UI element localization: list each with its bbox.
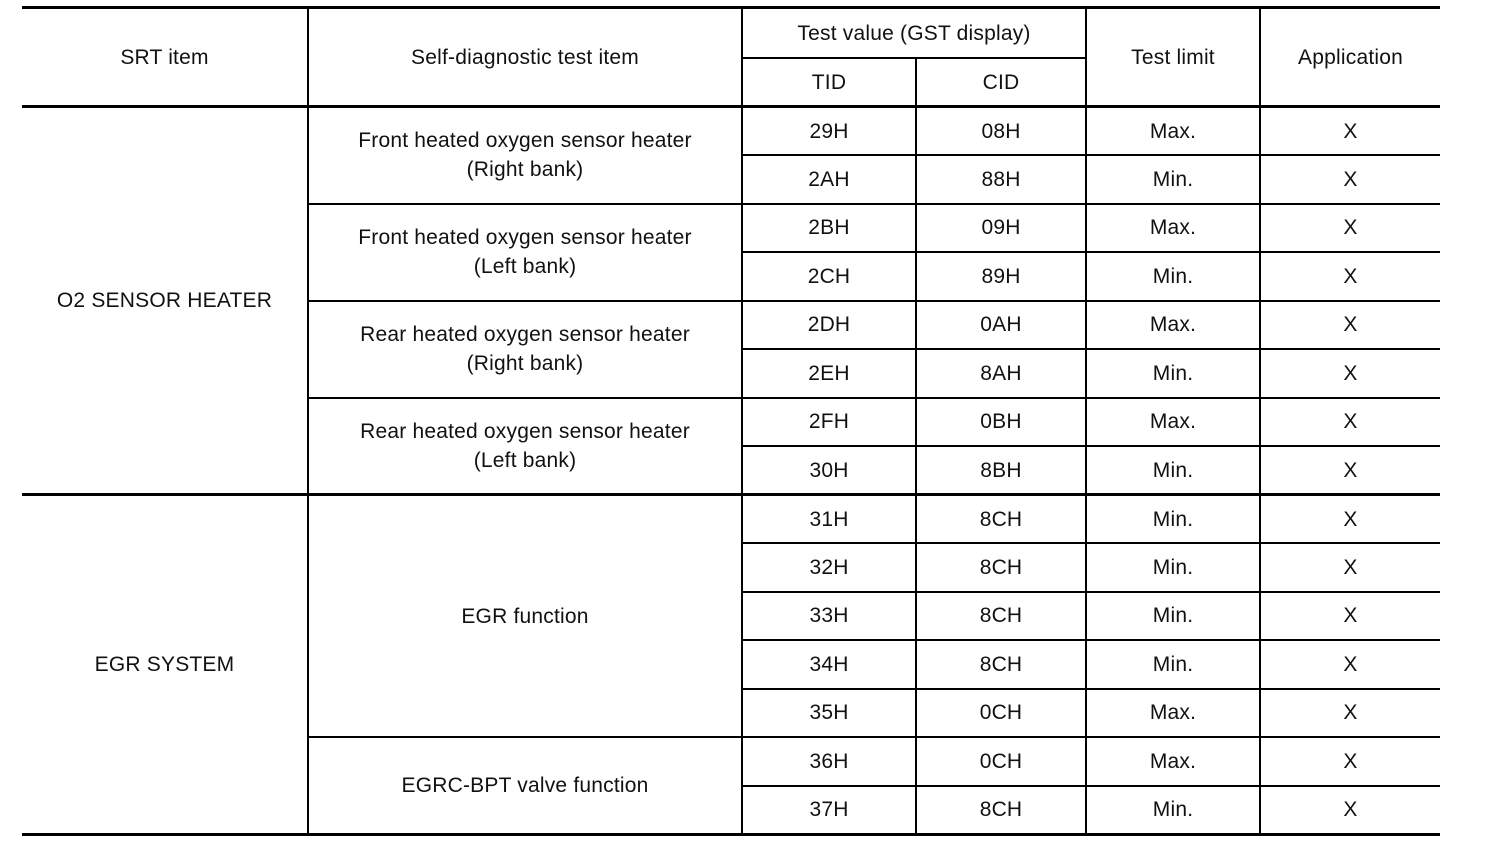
- application-cell: X: [1260, 640, 1440, 689]
- self-diagnostic-item-cell: EGRC-BPT valve function: [308, 737, 742, 834]
- tid-cell: 36H: [742, 737, 916, 786]
- tid-cell: 33H: [742, 592, 916, 641]
- cid-cell: 0BH: [916, 398, 1086, 447]
- application-cell: X: [1260, 446, 1440, 495]
- header-row-top: [22, 8, 1440, 59]
- srt-item-cell: O2 SENSOR HEATER: [22, 107, 308, 495]
- tid-cell: 37H: [742, 786, 916, 835]
- application-cell: X: [1260, 398, 1440, 447]
- application-cell: X: [1260, 592, 1440, 641]
- cid-cell: 0CH: [916, 689, 1086, 738]
- application-cell: X: [1260, 689, 1440, 738]
- table-body: [22, 107, 1440, 835]
- cid-cell: 88H: [916, 155, 1086, 204]
- application-cell: X: [1260, 737, 1440, 786]
- application-cell: X: [1260, 301, 1440, 350]
- table-row: [22, 107, 1440, 156]
- test-limit-cell: Min.: [1086, 543, 1260, 592]
- cid-cell: 8CH: [916, 543, 1086, 592]
- application-cell: X: [1260, 204, 1440, 253]
- test-limit-cell: Max.: [1086, 689, 1260, 738]
- self-diagnostic-item-cell: Front heated oxygen sensor heater (Left bank): [308, 204, 742, 301]
- test-limit-cell: Max.: [1086, 107, 1260, 156]
- application-cell: X: [1260, 155, 1440, 204]
- cid-cell: 0AH: [916, 301, 1086, 350]
- test-limit-cell: Min.: [1086, 495, 1260, 544]
- header-test-value: Test value (GST display): [742, 8, 1086, 59]
- test-limit-cell: Min.: [1086, 640, 1260, 689]
- cid-cell: 09H: [916, 204, 1086, 253]
- self-diagnostic-item-cell: EGR function: [308, 495, 742, 738]
- test-limit-cell: Min.: [1086, 349, 1260, 398]
- test-limit-cell: Max.: [1086, 204, 1260, 253]
- application-cell: X: [1260, 786, 1440, 835]
- application-cell: X: [1260, 495, 1440, 544]
- tid-cell: 2AH: [742, 155, 916, 204]
- header-srt-item: SRT item: [22, 8, 308, 107]
- srt-item-cell: EGR SYSTEM: [22, 495, 308, 835]
- self-diagnostic-item-cell: Rear heated oxygen sensor heater (Left bank): [308, 398, 742, 495]
- self-diagnostic-item-cell: Front heated oxygen sensor heater (Right bank): [308, 107, 742, 204]
- cid-cell: 08H: [916, 107, 1086, 156]
- header-cid: CID: [916, 58, 1086, 107]
- tid-cell: 34H: [742, 640, 916, 689]
- cid-cell: 8BH: [916, 446, 1086, 495]
- test-limit-cell: Max.: [1086, 301, 1260, 350]
- cid-cell: 0CH: [916, 737, 1086, 786]
- srt-test-table: [22, 6, 1440, 836]
- cid-cell: 8CH: [916, 495, 1086, 544]
- tid-cell: 2FH: [742, 398, 916, 447]
- cid-cell: 8CH: [916, 592, 1086, 641]
- tid-cell: 2CH: [742, 252, 916, 301]
- cid-cell: 8CH: [916, 640, 1086, 689]
- tid-cell: 2BH: [742, 204, 916, 253]
- cid-cell: 8AH: [916, 349, 1086, 398]
- table-header: [22, 8, 1440, 107]
- application-cell: X: [1260, 543, 1440, 592]
- tid-cell: 29H: [742, 107, 916, 156]
- test-limit-cell: Min.: [1086, 252, 1260, 301]
- header-test-limit: Test limit: [1086, 8, 1260, 107]
- table-row: [22, 495, 1440, 544]
- header-tid: TID: [742, 58, 916, 107]
- application-cell: X: [1260, 252, 1440, 301]
- test-limit-cell: Min.: [1086, 592, 1260, 641]
- cid-cell: 8CH: [916, 786, 1086, 835]
- test-limit-cell: Max.: [1086, 398, 1260, 447]
- header-application: Application: [1260, 8, 1440, 107]
- application-cell: X: [1260, 107, 1440, 156]
- tid-cell: 32H: [742, 543, 916, 592]
- test-limit-cell: Min.: [1086, 446, 1260, 495]
- tid-cell: 35H: [742, 689, 916, 738]
- test-limit-cell: Max.: [1086, 737, 1260, 786]
- self-diagnostic-item-cell: Rear heated oxygen sensor heater (Right bank): [308, 301, 742, 398]
- test-limit-cell: Min.: [1086, 155, 1260, 204]
- tid-cell: 2EH: [742, 349, 916, 398]
- header-self-diagnostic-item: Self-diagnostic test item: [308, 8, 742, 107]
- application-cell: X: [1260, 349, 1440, 398]
- tid-cell: 2DH: [742, 301, 916, 350]
- tid-cell: 30H: [742, 446, 916, 495]
- tid-cell: 31H: [742, 495, 916, 544]
- cid-cell: 89H: [916, 252, 1086, 301]
- test-limit-cell: Min.: [1086, 786, 1260, 835]
